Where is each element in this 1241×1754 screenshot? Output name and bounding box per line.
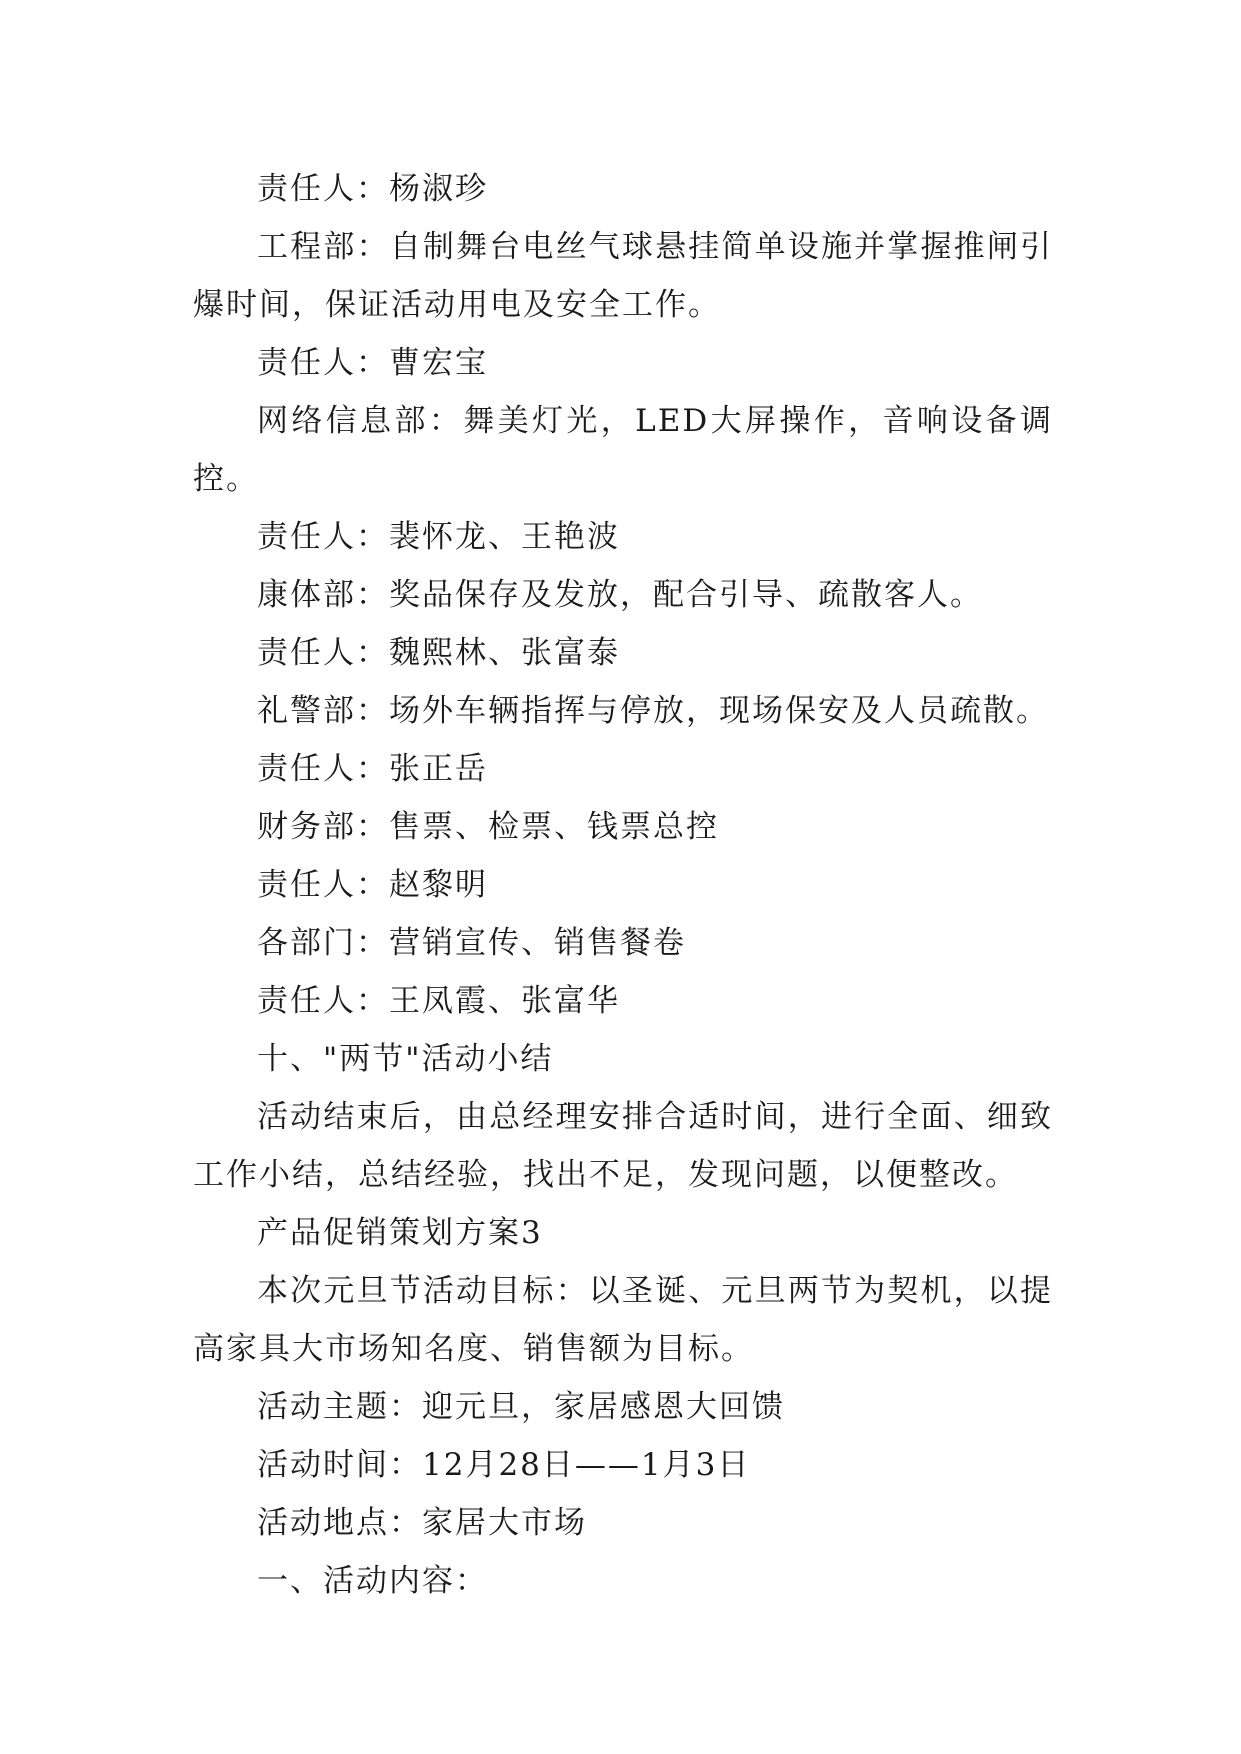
paragraph: 责任人：张正岳 [257, 751, 488, 787]
document-body [193, 160, 1053, 1610]
paragraph: 活动时间：12月28日——1月3日 [257, 1447, 751, 1483]
section-heading: 十、"两节"活动小结 [257, 1041, 554, 1077]
section-heading: 产品促销策划方案3 [257, 1215, 543, 1251]
paragraph: 礼警部：场外车辆指挥与停放，现场保安及人员疏散。 [257, 693, 1049, 729]
section-heading: 一、活动内容： [257, 1563, 488, 1599]
paragraph: 责任人：曹宏宝 [257, 345, 488, 381]
paragraph: 责任人：赵黎明 [257, 867, 488, 903]
paragraph: 本次元旦节活动目标：以圣诞、元旦两节为契机，以提高家具大市场知名度、销售额为目标。 [193, 1273, 1053, 1367]
paragraph: 康体部：奖品保存及发放，配合引导、疏散客人。 [257, 577, 983, 613]
paragraph: 责任人：杨淑珍 [257, 171, 488, 207]
paragraph: 活动主题：迎元旦，家居感恩大回馈 [257, 1389, 785, 1425]
paragraph: 责任人：裴怀龙、王艳波 [257, 519, 620, 555]
paragraph: 工程部：自制舞台电丝气球悬挂简单设施并掌握推闸引爆时间，保证活动用电及安全工作。 [193, 229, 1053, 323]
paragraph: 责任人：王凤霞、张富华 [257, 983, 620, 1019]
paragraph: 活动结束后，由总经理安排合适时间，进行全面、细致工作小结，总结经验，找出不足，发现问题，以便整改。 [193, 1099, 1053, 1193]
paragraph: 财务部：售票、检票、钱票总控 [257, 809, 719, 845]
paragraph: 各部门：营销宣传、销售餐卷 [257, 925, 686, 961]
paragraph: 网络信息部：舞美灯光，LED大屏操作，音响设备调控。 [193, 403, 1053, 497]
paragraph: 活动地点：家居大市场 [257, 1505, 587, 1541]
paragraph: 责任人：魏熙林、张富泰 [257, 635, 620, 671]
